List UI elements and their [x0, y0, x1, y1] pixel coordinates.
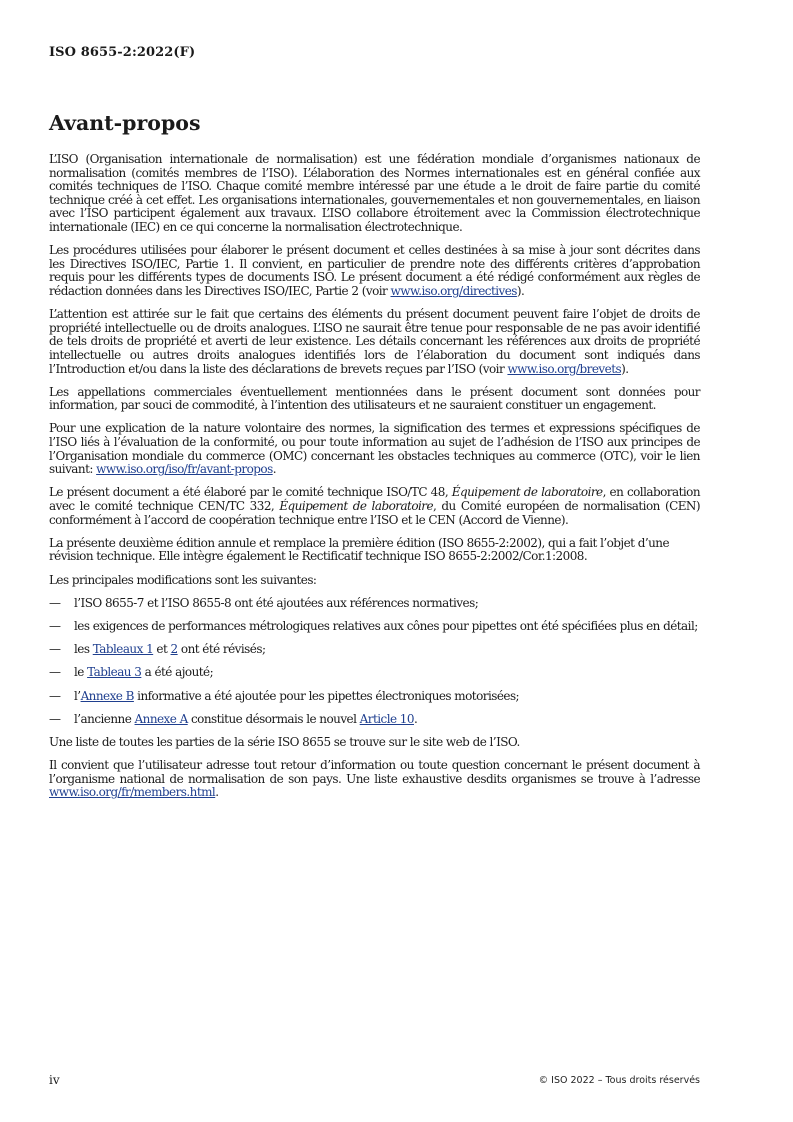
paragraph-text: L’attention est attirée sur le fait que certains des éléments du présent document peuvent faire l’objet de droits de propriété intellectuelle ou de droits analogues. L’ISO ne saurait être tenue pour responsable de ne pas avoir identifié de tels droits de propriété et averti de leur existence. Les détails concernant les références aux droits de propriété intellectuelle ou autres droits analogues identifiés lors de l’élaboration du document sont indiqués dans l’Introduction et/ou dans la liste des déclarations de brevets reçues par l’ISO (voir: [49, 307, 700, 376]
paragraph-feedback: [49, 759, 700, 800]
list-dash: —: [49, 618, 61, 633]
paragraph-text: Les procédures utilisées pour élaborer le présent document et celles destinées à sa mise à jour sont décrites dans les Directives ISO/IEC, Partie 1. Il convient, en particulier de prendre note des différents critères d’approbation requis pour les différents types de documents ISO. Le présent document a été rédigé conformément aux règles de rédaction données dans les Directives ISO/IEC, Partie 2 (voir: [49, 243, 700, 298]
link-members[interactable]: www.iso.org/fr/members.html: [49, 785, 216, 800]
list-item: [49, 713, 700, 727]
paragraph-edition: La présente deuxième édition annule et remplace la première édition (ISO 8655-2:2002), qui a fait l’objet d’une révision technique. Elle intègre également le Rectificatif technique ISO 8655-2:2002/Cor.1:2008.: [49, 535, 669, 564]
list-dash: —: [49, 688, 61, 703]
list-dash: —: [49, 711, 61, 726]
paragraph-text: , en collaboration avec le comité technique CEN/TC 332,: [49, 485, 700, 514]
link-avant-propos[interactable]: www.iso.org/iso/fr/avant-propos: [96, 462, 273, 477]
list-item-text: [74, 713, 700, 727]
list-item: [49, 643, 700, 657]
paragraph-procedures: [49, 244, 700, 298]
paragraph-tail: .: [215, 785, 219, 800]
page-title: Avant-propos: [49, 111, 201, 135]
link-article-10[interactable]: Article 10: [359, 711, 414, 726]
list-item-text: [74, 690, 700, 704]
list-text: les: [74, 642, 93, 657]
link-brevets[interactable]: www.iso.org/brevets: [507, 361, 622, 376]
copyright-notice: © ISO 2022 – Tous droits réservés: [538, 1075, 700, 1086]
list-item: [49, 597, 700, 611]
paragraph-tail: ).: [621, 361, 629, 376]
list-item: [49, 666, 700, 680]
paragraph-text: Il convient que l’utilisateur adresse tout retour d’information ou toute question concernant le présent document à l’organisme national de normalisation de son pays. Une liste exhaustive desdits organismes se trouve à l’adresse: [49, 758, 700, 786]
paragraph-committee: [49, 486, 700, 527]
page-number: iv: [49, 1073, 60, 1087]
list-text: et: [153, 642, 171, 657]
link-annexe-a[interactable]: Annexe A: [134, 711, 188, 726]
paragraph-iso-intro: L’ISO (Organisation internationale de normalisation) est une fédération mondiale d’organismes nationaux de normalisation (comités membres de l’ISO). L’élaboration des Normes internationales est en général confiée aux comités techniques de l’ISO. Chaque comité membre intéressé par une étude a le droit de faire partie du comité technique créé à cet effet. Les organisations internationales, gouvernementales et non gouvernementales, en liaison avec l’ISO participent également aux travaux. L’ISO collabore étroitement avec la Commission électrotechnique internationale (IEC) en ce qui concerne la normalisation électrotechnique.: [49, 152, 700, 234]
link-tableau-2[interactable]: 2: [170, 642, 178, 657]
link-tableau-3[interactable]: Tableau 3: [87, 665, 142, 680]
list-text: constitue désormais le nouvel: [187, 711, 360, 726]
paragraph-text: , du Comité européen de normalisation (CEN) conformément à l’accord de coopération technique entre l’ISO et le CEN (Accord de Vienne).: [49, 499, 700, 527]
list-item: [49, 620, 700, 634]
list-text: l’ancienne: [74, 711, 135, 726]
link-annexe-b[interactable]: Annexe B: [80, 688, 134, 703]
list-item-text: l’ISO 8655-7 et l’ISO 8655-8 ont été ajoutées aux références normatives;: [74, 595, 479, 610]
list-text: l’: [74, 688, 81, 703]
list-item-text: [74, 643, 700, 657]
paragraph-changes-intro: Les principales modifications sont les suivantes:: [49, 572, 317, 587]
committee-name: Équipement de laboratoire: [451, 485, 603, 500]
list-text: a été ajouté;: [141, 665, 214, 680]
link-directives[interactable]: www.iso.org/directives: [390, 283, 517, 298]
link-tableaux-1[interactable]: Tableaux 1: [92, 642, 154, 657]
document-identifier: ISO 8655-2:2022(F): [49, 45, 196, 60]
paragraph-text: Le présent document a été élaboré par le comité technique ISO/TC 48,: [49, 485, 452, 500]
list-text: le: [74, 665, 88, 680]
paragraph-tail: .: [272, 462, 276, 477]
paragraph-patents: [49, 308, 700, 376]
list-dash: —: [49, 595, 61, 610]
paragraph-tail: ).: [516, 283, 525, 298]
paragraph-trade-names: Les appellations commerciales éventuellement mentionnées dans le présent document sont données pour information, par souci de commodité, à l’intention des utilisateurs et ne sauraient constituer un engagement.: [49, 384, 700, 413]
list-item-text: [74, 666, 700, 680]
list-text: .: [413, 711, 418, 726]
list-item-text: les exigences de performances métrologiques relatives aux cônes pour pipettes ont été spécifiées plus en détail;: [74, 618, 698, 633]
list-text: informative a été ajoutée pour les pipettes électroniques motorisées;: [133, 688, 520, 703]
paragraph-voluntary-nature: [49, 422, 700, 476]
list-dash: —: [49, 642, 61, 657]
committee-name: Équipement de laboratoire: [279, 499, 434, 514]
paragraph-text: Pour une explication de la nature volontaire des normes, la signification des termes et expressions spécifiques de l’ISO liés à l’évaluation de la conformité, ou pour toute information au sujet de l’adhésion de l’ISO aux principes de l’Organisation mondiale du commerce (OMC) concernant les obstacles techniques au commerce (OTC), voir le lien suivant:: [49, 421, 700, 477]
list-text: ont été révisés;: [177, 642, 266, 657]
paragraph-series-parts: Une liste de toutes les parties de la série ISO 8655 se trouve sur le site web de l’ISO.: [49, 734, 520, 749]
list-item: [49, 690, 700, 704]
foreword-body: [49, 153, 700, 800]
list-dash: —: [49, 665, 61, 680]
